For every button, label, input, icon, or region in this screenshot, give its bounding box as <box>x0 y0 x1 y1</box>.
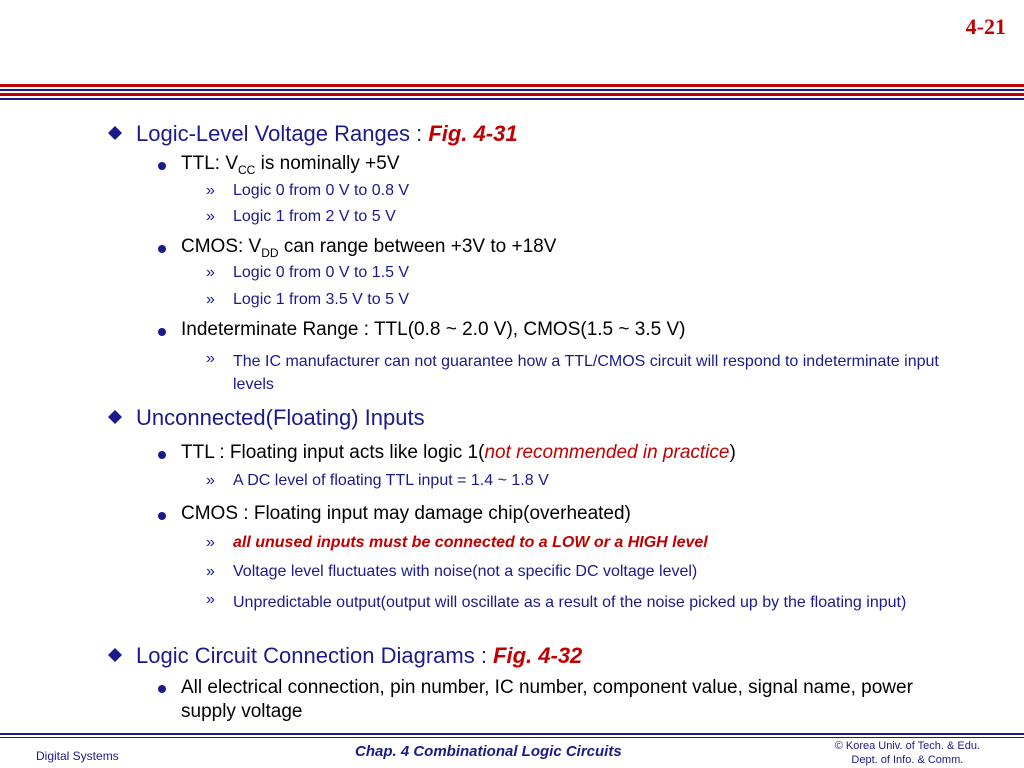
chevron-bullet-icon: » <box>206 534 215 551</box>
diamond-bullet-icon <box>108 410 122 424</box>
footer-rule <box>0 737 1024 738</box>
diamond-bullet-icon <box>108 648 122 662</box>
chevron-bullet-icon: » <box>206 291 215 308</box>
chevron-bullet-icon: » <box>206 591 215 608</box>
footer-rule <box>0 733 1024 735</box>
page-number: 4-21 <box>965 14 1006 39</box>
footer-chapter: Chap. 4 Combinational Logic Circuits <box>355 743 622 760</box>
dot-bullet-icon <box>158 685 166 693</box>
chevron-bullet-icon: » <box>206 182 215 199</box>
dot-bullet-icon <box>158 512 166 520</box>
dot-bullet-icon <box>158 162 166 170</box>
dot-bullet-icon <box>158 328 166 336</box>
footer-copyright: © Korea Univ. of Tech. & Edu. Dept. of Info. & Comm. <box>834 740 980 766</box>
chevron-bullet-icon: » <box>206 472 215 489</box>
chevron-bullet-icon: » <box>206 264 215 281</box>
slide-content: Logic-Level Voltage Ranges : Fig. 4-31 TTL: $V_{CC}$ is nominally +5V » Logic 0 from 0 V to 0.8 V » Logic 1 from 2 V to 5 V CMOS: $V_{DD}$ can range between +3V to +18V » Logic 0 from 0 V to 1.5 V » Logic 1 from 3.5 V to 5 V Indeterminate Range : TTL(0.8 ~ 2.0 V), CMOS(1.5 ~ 3.5 V) » The IC manufacturer can not guarantee how a TTL/CMOS circuit will respond to indeterminate input levels Unconnected(Floating) Inputs TTL : Floating input acts like logic 1(not recommended in practice) » A DC level of floating TTL input = 1.4 ~ 1.8 V CMOS : Floating input may damage chip(overheated) » all unused inputs must be connected to a LOW or a HIGH level » Voltage level fluctuates with noise(not a specific DC voltage level) » Unpredictable output(output will oscillate as a result of the noise picked up by the floating input) Logic Circuit Connection Diagrams : Fig. 4-32 All electrical connection, pin number, IC number, component value, signal name, power supply voltage <box>0 0 1024 730</box>
chevron-bullet-icon: » <box>206 350 215 367</box>
dot-bullet-icon <box>158 245 166 253</box>
chevron-bullet-icon: » <box>206 208 215 225</box>
chevron-bullet-icon: » <box>206 563 215 580</box>
diamond-bullet-icon <box>108 126 122 140</box>
footer-course: Digital Systems <box>36 749 119 763</box>
dot-bullet-icon <box>158 451 166 459</box>
